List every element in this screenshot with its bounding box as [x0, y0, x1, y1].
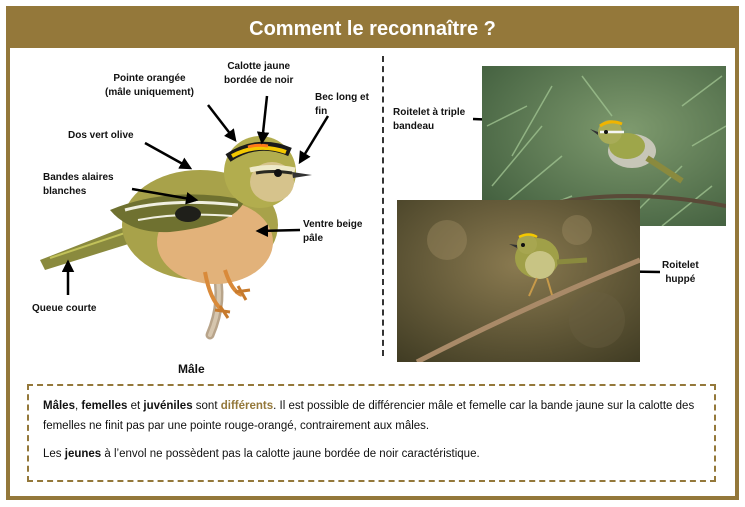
paragraph-jeunes: Les jeunes à l’envol ne possèdent pas la calotte jaune bordée de noir caractéristique. — [43, 448, 480, 461]
label-ventre: Ventre beige pâle — [303, 219, 363, 244]
label-bandes-alaires: Bandes alaires blanches — [43, 172, 114, 197]
content-frame — [6, 6, 739, 500]
arrow-ventre — [258, 230, 300, 231]
arrow-bec — [300, 116, 328, 162]
word-femelles: femelles — [81, 400, 128, 412]
label-roitelet-huppe: Roitelet huppé — [662, 260, 699, 285]
page-title: Comment le reconnaître ? — [10, 10, 735, 48]
photo-roitelet-huppe — [397, 200, 640, 362]
arrow-calotte — [262, 96, 267, 142]
label-dos: Dos vert olive — [68, 130, 134, 141]
label-calotte: Calotte jaune bordée de noir — [224, 61, 294, 86]
arrow-bandes — [132, 189, 196, 200]
arrow-dos — [145, 143, 190, 168]
word-males: Mâles — [43, 400, 75, 412]
word-differents: différents — [220, 400, 274, 412]
arrow-pointe — [208, 105, 235, 140]
word-juveniles: juvéniles — [143, 400, 193, 412]
description-box — [27, 384, 716, 482]
label-queue: Queue courte — [32, 303, 97, 314]
word-jeunes: jeunes — [64, 448, 102, 461]
label-pointe-orangee: Pointe orangée (mâle uniquement) — [105, 73, 194, 98]
paragraph-differences: Mâles, femelles et juvéniles sont différents. Il est possible de différencier mâle et femelle car la bande jaune sur la calotte des femelles ne finit pas par une pointe rouge-orangé, contrairement aux mâles. — [43, 400, 695, 433]
male-caption: Mâle — [178, 362, 205, 376]
label-bec: Bec long et fin — [315, 92, 369, 117]
label-roitelet-triple-bandeau: Roitelet à triple bandeau — [393, 107, 466, 132]
